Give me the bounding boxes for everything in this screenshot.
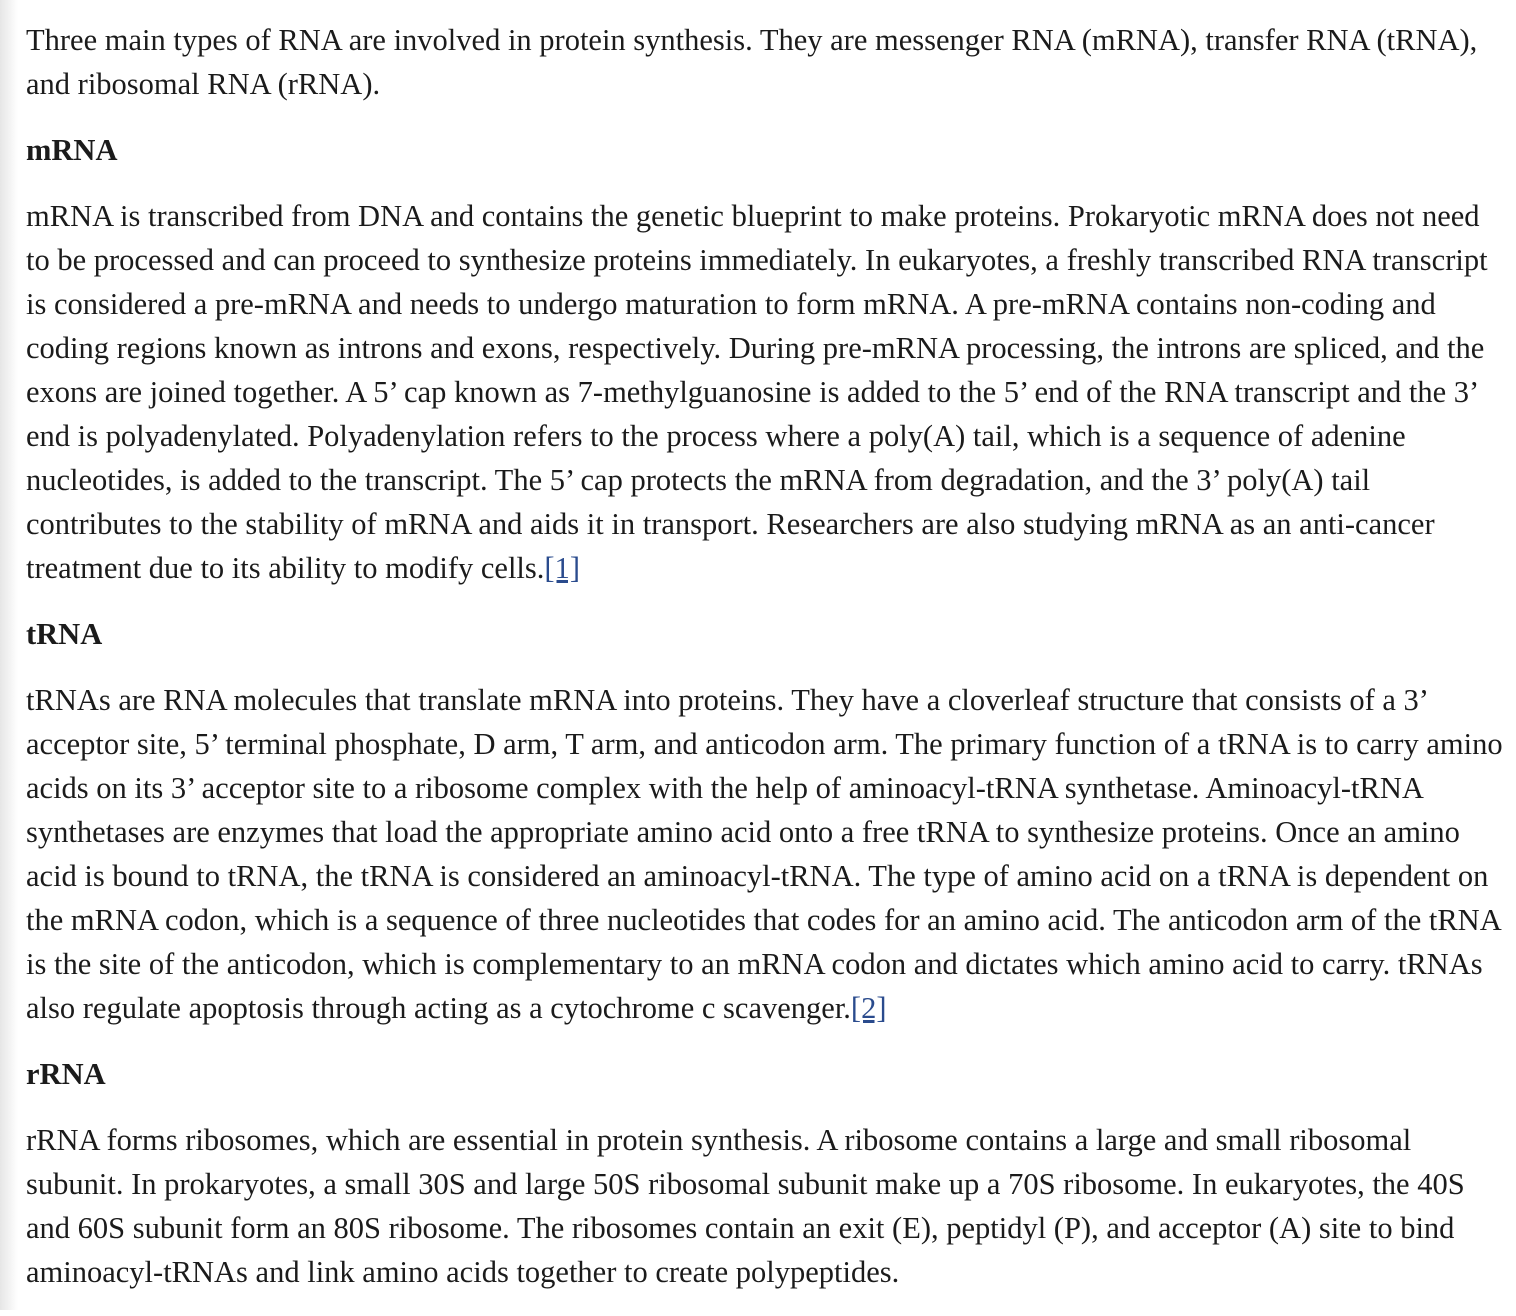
rrna-heading: rRNA: [26, 1057, 106, 1091]
rrna-paragraph: [26, 1118, 1508, 1294]
rrna-body-text: rRNA forms ribosomes, which are essential in protein synthesis. A ribosome contains a large and small ribosomal subunit. In prokaryotes, a small 30S and large 50S ribosomal subunit make up a 70S ribosome. In eukaryotes, the 40S and 60S subunit form an 80S ribosome. The ribosomes contain an exit (E), peptidyl (P), and acceptor (A) site to bind aminoacyl-tRNAs and link amino acids together to create polypeptides.: [26, 1123, 1465, 1289]
mrna-body-text: mRNA is transcribed from DNA and contains the genetic blueprint to make proteins. Prokaryotic mRNA does not need to be processed and can proceed to synthesize proteins immediately. In eukaryotes, a freshly transcribed RNA transcript is considered a pre-mRNA and needs to undergo maturation to form mRNA. A pre-mRNA contains non-coding and coding regions known as introns and exons, respectively. During pre-mRNA processing, the introns are spliced, and the exons are joined together. A 5’ cap known as 7-methylguanosine is added to the 5’ end of the RNA transcript and the 3’ end is polyadenylated. Polyadenylation refers to the process where a poly(A) tail, which is a sequence of adenine nucleotides, is added to the transcript. The 5’ cap protects the mRNA from degradation, and the 3’ poly(A) tail contributes to the stability of mRNA and aids it in transport. Researchers are also studying mRNA as an anti-cancer treatment due to its ability to modify cells.: [26, 199, 1488, 585]
citation-link-2[interactable]: [2]: [850, 991, 887, 1025]
intro-paragraph: Three main types of RNA are involved in protein synthesis. They are messenger RNA (mRNA), transfer RNA (tRNA), and ribosomal RNA (rRNA).: [26, 23, 1478, 101]
trna-paragraph: [26, 678, 1508, 1030]
article-content: [26, 18, 1508, 1316]
trna-body-text: tRNAs are RNA molecules that translate mRNA into proteins. They have a cloverleaf structure that consists of a 3’ acceptor site, 5’ terminal phosphate, D arm, T arm, and anticodon arm. The primary function of a tRNA is to carry amino acids on its 3’ acceptor site to a ribosome complex with the help of aminoacyl-tRNA synthetase. Aminoacyl-tRNA synthetases are enzymes that load the appropriate amino acid onto a free tRNA to synthesize proteins. Once an amino acid is bound to tRNA, the tRNA is considered an aminoacyl-tRNA. The type of amino acid on a tRNA is dependent on the mRNA codon, which is a sequence of three nucleotides that codes for an amino acid. The anticodon arm of the tRNA is the site of the anticodon, which is complementary to an mRNA codon and dictates which amino acid to carry. tRNAs also regulate apoptosis through acting as a cytochrome c scavenger.: [26, 683, 1503, 1025]
left-edge-shadow: [0, 0, 18, 1310]
citation-link-1[interactable]: [1]: [544, 551, 580, 585]
trna-heading: tRNA: [26, 617, 103, 651]
mrna-heading: mRNA: [26, 133, 118, 167]
mrna-paragraph: [26, 194, 1508, 590]
